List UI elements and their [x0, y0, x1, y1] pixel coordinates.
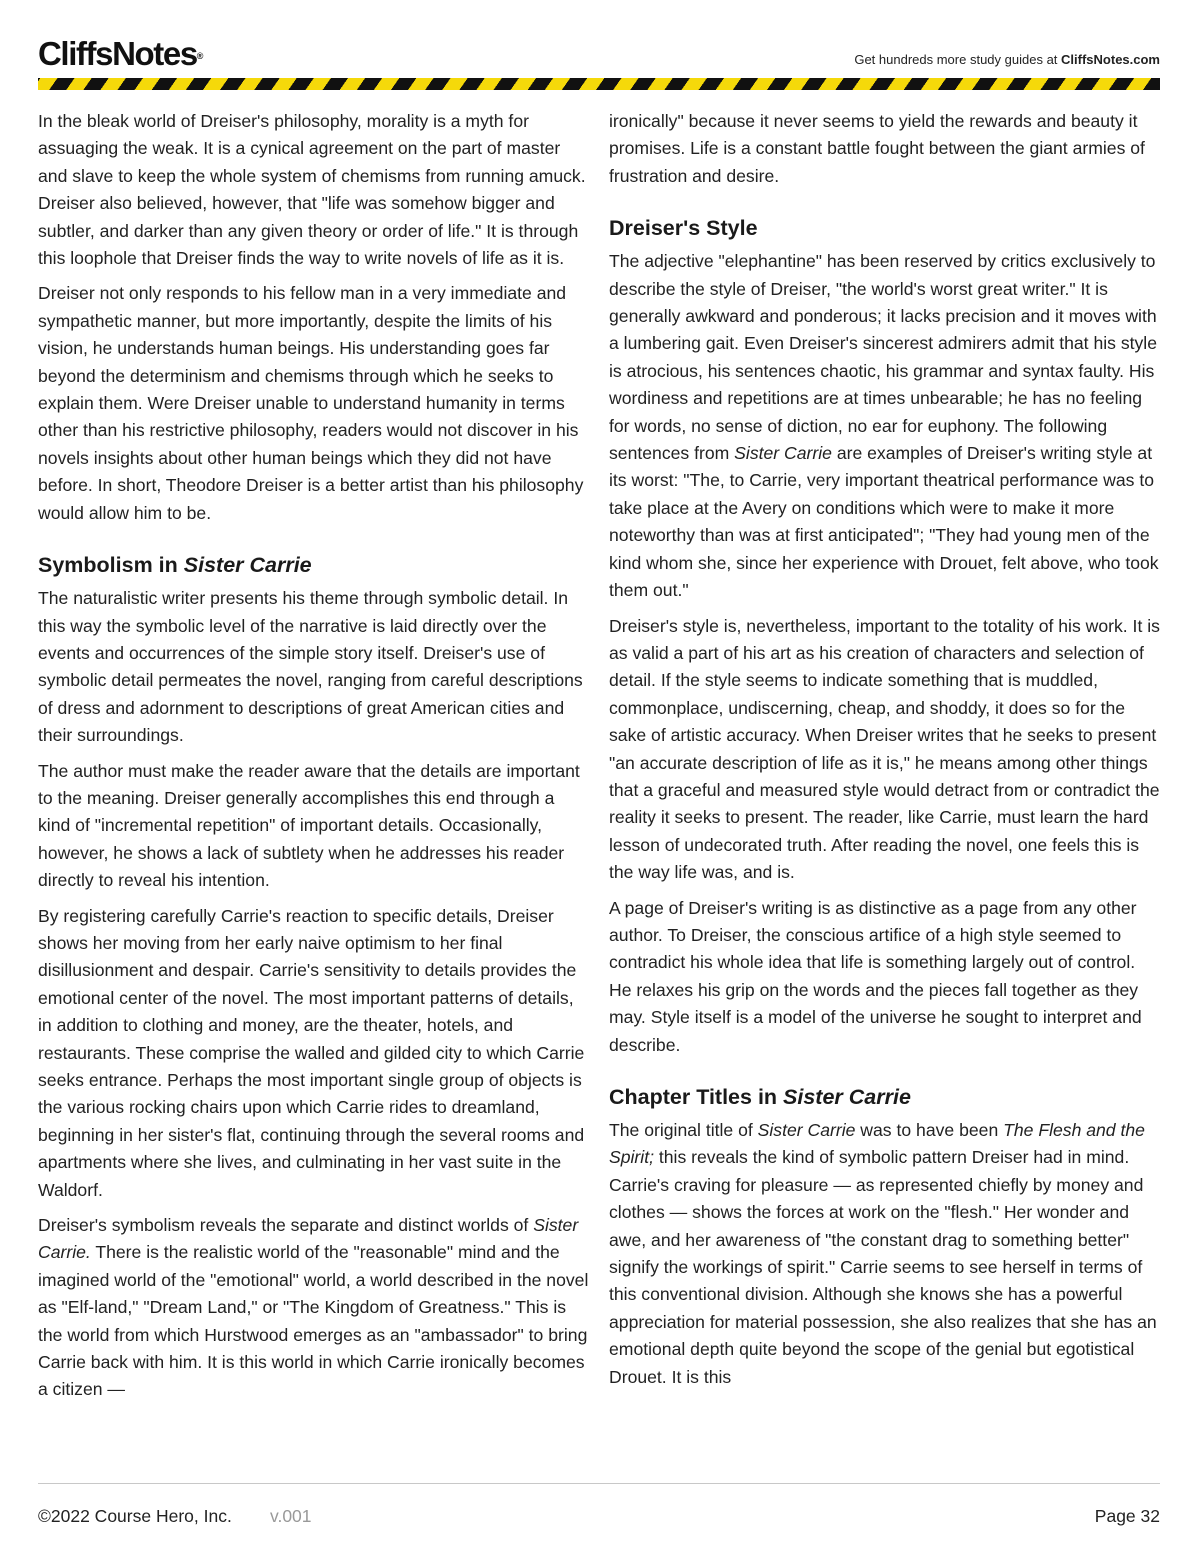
tagline — [854, 52, 1160, 68]
paragraph-text: There is the realistic world of the "reasonable" mind and the imagined world of the "emotional" world, a world described in the novel as "Elf-land," "Dream Land," or "The Kingdom of Greatness." This is the world from which Hurstwood emerges as an "ambassador" to bring Carrie back with him. It is this world in which Carrie ironically becomes a citizen — — [38, 1242, 589, 1400]
heading-book-title: Sister Carrie — [783, 1085, 911, 1109]
paragraph: Dreiser not only responds to his fellow man in a very immediate and sympathetic manner, but more importantly, despite the limits of his vision, he understands human beings. His understanding goes far beyond the determinism and chemisms through which he seeks to explain them. Were Dreiser unable to understand humanity in terms other than his restrictive philosophy, readers would not discover in his novels insights about other human beings which they did not have before. In short, Theodore Dreiser is a better artist than his philosophy would allow him to be. — [38, 283, 584, 523]
paragraph: A page of Dreiser's writing is as distinctive as a page from any other author. To Dreiser, the conscious artifice of a high style seemed to contradict his whole idea that life is something largely out of control. He relaxes his grip on the words and the pieces fall together as they may. Style itself is a model of the universe he sought to interpret and describe. — [609, 897, 1142, 1055]
heading-book-title: Sister Carrie — [183, 553, 312, 578]
paragraph: In the bleak world of Dreiser's philosophy, morality is a myth for assuaging the weak. It is a cynical agreement on the part of master and slave to keep the whole system of chemisms from running amuck. Dreiser also believed, however, that "life was somehow bigger and subtler, and darker than any given theory or order of life." It is through this loophole that Dreiser finds the way to write novels of life as it is. — [38, 111, 586, 269]
hazard-stripe-divider — [38, 78, 1160, 90]
right-column — [609, 108, 1161, 1399]
version-label: v.001 — [270, 1506, 312, 1526]
heading-style: Dreiser's Style — [609, 216, 758, 241]
cliffsnotes-logo[interactable] — [38, 34, 203, 74]
paragraph: Dreiser's style is, nevertheless, important to the totality of his work. It is as valid a part of his art as his creation of characters and selection of detail. If the style seems to indicate something that is muddled, commonplace, undiscerning, cheap, and shoddy, it does so for the sake of artistic accuracy. When Dreiser writes that he seeks to present "an accurate description of life as it is," he means among other things that a graceful and measured style would detract from or contradict the reality it seeks to present. The reader, like Carrie, must learn the hard lesson of undecorated truth. After reading the novel, one feels this is the way life was, and is. — [609, 615, 1160, 883]
paragraph-text: are examples of Dreiser's writing style at its worst: "The, to Carrie, very important theatrical performance was to take place at the Avery on conditions which were to make it more noteworthy than was at first anticipated"; "They had young men of the kind whom she, since her experience with Drouet, felt above, who took them out." — [609, 443, 1159, 601]
paragraph — [609, 1117, 1161, 1391]
paragraph: ironically" because it never seems to yield the rewards and beauty it promises. Life is a constant battle fought between the giant armies of frustration and desire. — [609, 111, 1145, 186]
logo-text: CliffsNotes — [38, 35, 197, 72]
left-column — [38, 108, 590, 1412]
paragraph: By registering carefully Carrie's reaction to specific details, Dreiser shows her moving from her early naive optimism to her final disillusionment and despair. Carrie's sensitivity to details provides the emotional center of the novel. The most important patterns of details, in addition to clothing and money, are the theater, hotels, and restaurants. These comprise the walled and gilded city to which Carrie seeks entrance. Perhaps the most important single group of objects is the various rocking chairs upon which Carrie rides to dreamland, beginning in her sister's flat, continuing through the several rooms and apartments where she lives, and culminating in her vast suite in the Waldorf. — [38, 905, 585, 1200]
book-title: Sister Carrie — [757, 1120, 856, 1140]
registered-mark: ® — [196, 51, 204, 61]
paragraph — [609, 248, 1161, 604]
paragraph-text: this reveals the kind of symbolic pattern Dreiser had in mind. Carrie's craving for pleasure — as represented chiefly by money and clothes — shows the forces at work on the "flesh." Her wonder and awe, and her awareness of "the constant drag to something better" signify the workings of spirit." Carrie seems to see herself in terms of this conventional division. Although she knows she has a powerful appreciation for material possession, she also realizes that she has an emotional depth quite beyond the scope of the genial but egotistical Drouet. It is this — [609, 1147, 1157, 1387]
footer-divider — [38, 1483, 1160, 1484]
paragraph-text: Dreiser's symbolism reveals the separate and distinct worlds of — [38, 1215, 534, 1236]
paragraph-text: The original title of — [609, 1120, 758, 1140]
book-title: Sister Carrie — [734, 443, 832, 464]
paragraph-text: was to have been — [855, 1120, 1004, 1140]
tagline-site-link[interactable]: CliffsNotes.com — [1061, 52, 1160, 67]
heading-symbolism — [38, 551, 590, 579]
heading-chapter-titles — [609, 1083, 1161, 1111]
paragraph: The author must make the reader aware that the details are important to the meaning. Dreiser generally accomplishes this end through a kind of "incremental repetition" of important details. Occasionally, however, he shows a lack of subtlety when he addresses his reader directly to reveal his intention. — [38, 760, 580, 891]
paragraph: The naturalistic writer presents his theme through symbolic detail. In this way the symbolic level of the narrative is laid directly over the events and occurrences of the simple story itself. Dreiser's use of symbolic detail permeates the novel, ranging from careful descriptions of dress and adornment to descriptions of great American cities and their surroundings. — [38, 588, 583, 746]
paragraph — [38, 1212, 590, 1404]
tagline-prefix: Get hundreds more study guides at — [854, 52, 1062, 67]
heading-text: Symbolism in — [38, 553, 184, 578]
heading-text: Chapter Titles in — [609, 1085, 784, 1109]
paragraph-text: The adjective "elephantine" has been reserved by critics exclusively to describe the style of Dreiser, "the world's worst great writer." It is generally awkward and ponderous; it lacks precision and it moves with a lumbering gait. Even Dreiser's sincerest admirers admit that his style is atrocious, his sentences chaotic, his grammar and syntax faulty. His wordiness and repetitions are at times unbearable; he has no feeling for words, no sense of diction, no ear for euphony. The following sentences from — [609, 251, 1158, 464]
book-title: The Flesh and the Spirit; — [609, 1120, 1145, 1168]
book-title: Sister Carrie. — [38, 1215, 579, 1263]
page-number: Page 32 — [1094, 1506, 1160, 1526]
copyright: ©2022 Course Hero, Inc. — [38, 1506, 232, 1526]
